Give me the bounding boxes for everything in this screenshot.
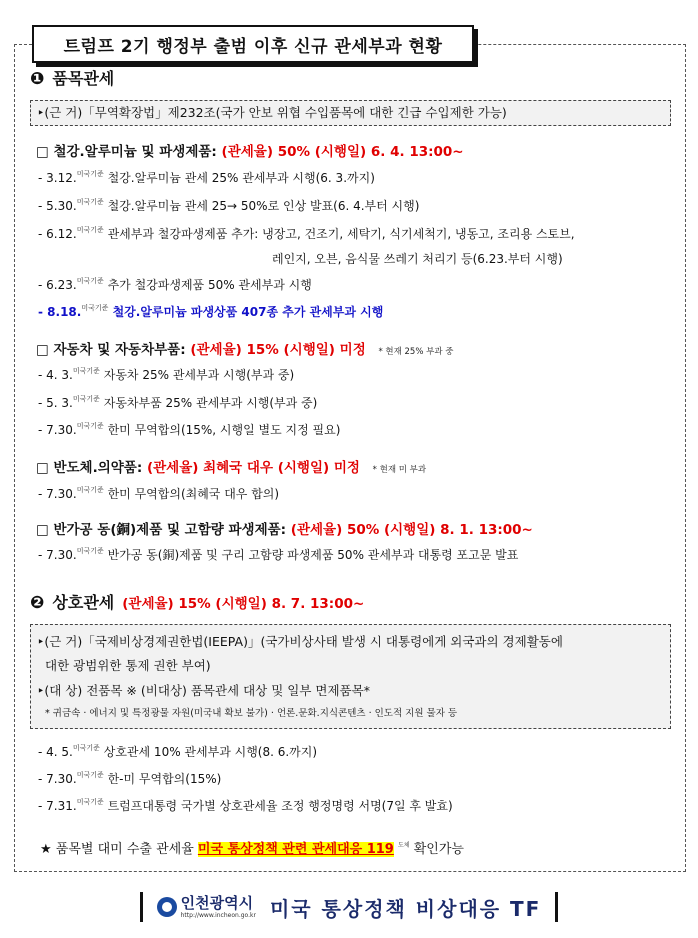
footer-divider [555, 892, 558, 922]
basis-line: 대한 광범위한 통제 권한 부여) [45, 658, 211, 673]
list-item: - 5.30.$^{미국기준}$ 철강.알루미늄 관세 25→ 50%로 인상 발표(6. 4.부터 시행) [38, 198, 420, 213]
section-1-basis-text: ‣(근 거)「무역확장법」제232조(국가 안보 위협 수입품목에 대한 긴급 수입제한 가능) [37, 105, 507, 120]
copper-heading [36, 518, 533, 538]
list-item: - 7.30.$^{미국기준}$ 한미 무역합의(15%, 시행일 별도 지정 필요) [38, 422, 341, 437]
star-suffix: 확인가능 [413, 842, 464, 857]
section-1-heading [30, 66, 114, 89]
auto-rate: (관세율) 15% (시행일) 미정 [190, 342, 366, 358]
copper-label: □ 반가공 동(銅)제품 및 고함량 파생제품: [36, 522, 287, 538]
section-1-basis [30, 100, 671, 126]
copper-rate: (관세율) 50% (시행일) 8. 1. 13:00~ [290, 522, 533, 538]
auto-note: * 현재 25% 부과 중 [378, 347, 454, 357]
list-item-continued: 레인지, 오븐, 음식물 쓰레기 처리기 등(6.23.부터 시행) [272, 252, 563, 266]
section-2-number: ❷ [30, 593, 45, 613]
basis-line: ‣(대 상) 전품목 ※ (비대상) 품목관세 대상 및 일부 면제품목* [37, 683, 370, 698]
steel-rate: (관세율) 50% (시행일) 6. 4. 13:00~ [221, 144, 464, 160]
basis-footnote: * 귀금속 · 에너지 및 특정광물 자원(미국내 확보 불가) · 언론.문화.지식콘텐츠 · 인도적 지원 물자 등 [45, 708, 458, 719]
footer-divider [140, 892, 143, 922]
incheon-logo-icon [157, 897, 177, 917]
section-2-basis [30, 624, 671, 729]
section-2-heading [30, 590, 364, 613]
title-text: 트럼프 2기 행정부 출범 이후 신규 관세부과 현황 [63, 36, 443, 57]
auto-label: □ 자동차 및 자동차부품: [36, 342, 186, 358]
list-item: - 3.12.$^{미국기준}$ 철강.알루미늄 관세 25% 관세부과 시행(6. 3.까지) [38, 170, 375, 185]
incheon-logo [157, 893, 256, 919]
tf-name: 미국 통상정책 비상대응 TF [269, 896, 542, 921]
list-item: - 7.31.$^{미국기준}$ 트럼프대통령 국가별 상호관세율 조정 행정명령 서명(7일 후 발효) [38, 798, 453, 813]
tariff-119-link[interactable]: 미국 통상정책 관련 관세대응 119 [197, 842, 394, 857]
list-item: - 7.30.$^{미국기준}$ 반가공 동(銅)제품 및 구리 고함량 파생제품 50% 관세부과 대통령 포고문 발표 [38, 547, 519, 562]
basis-line: ‣(근 거)「국제비상경제권한법(IEEPA)」(국가비상사태 발생 시 대통령에게 외국과의 경제활동에 [37, 634, 563, 649]
list-item: - 4. 3.$^{미국기준}$ 자동차 25% 관세부과 시행(부과 중) [38, 367, 295, 382]
star-prefix: ★ 품목별 대미 수출 관세율 [40, 842, 194, 857]
list-item: - 6.12.$^{미국기준}$ 관세부과 철강파생제품 추가: 냉장고, 건조기, 세탁기, 식기세척기, 냉동고, 조리용 스토브, [38, 226, 575, 241]
list-item-highlight: - 8.18.$^{미국기준}$ 철강.알루미늄 파생상품 407종 추가 관세부과 시행 [38, 304, 384, 319]
auto-heading [36, 338, 453, 358]
section-1-number: ❶ [30, 69, 45, 89]
list-item: - 7.30.$^{미국기준}$ 한-미 무역합의(15%) [38, 771, 222, 786]
org-url: http://www.incheon.go.kr [180, 911, 256, 919]
list-item: - 7.30.$^{미국기준}$ 한미 무역합의(최혜국 대우 합의) [38, 486, 280, 501]
section-2-rate: (관세율) 15% (시행일) 8. 7. 13:00~ [122, 596, 365, 612]
badge: 도체 [397, 842, 410, 849]
section-2-title: 상호관세 [52, 593, 115, 612]
semi-rate: (관세율) 최혜국 대우 (시행일) 미정 [146, 460, 360, 476]
semi-note: * 현재 미 부과 [372, 465, 427, 475]
steel-heading [36, 140, 464, 160]
steel-label: □ 철강.알루미늄 및 파생제품: [36, 144, 217, 160]
section-1-title: 품목관세 [52, 69, 115, 88]
page-title [32, 25, 474, 63]
list-item: - 5. 3.$^{미국기준}$ 자동차부품 25% 관세부과 시행(부과 중) [38, 395, 318, 410]
semi-label: □ 반도체.의약품: [36, 460, 143, 476]
footer [0, 885, 698, 929]
semi-heading [36, 456, 426, 476]
list-item: - 6.23.$^{미국기준}$ 추가 철강파생제품 50% 관세부과 시행 [38, 277, 312, 292]
export-tariff-note [40, 838, 464, 857]
list-item: - 4. 5.$^{미국기준}$ 상호관세 10% 관세부과 시행(8. 6.까지) [38, 744, 318, 759]
org-name: 인천광역시 [180, 893, 254, 912]
